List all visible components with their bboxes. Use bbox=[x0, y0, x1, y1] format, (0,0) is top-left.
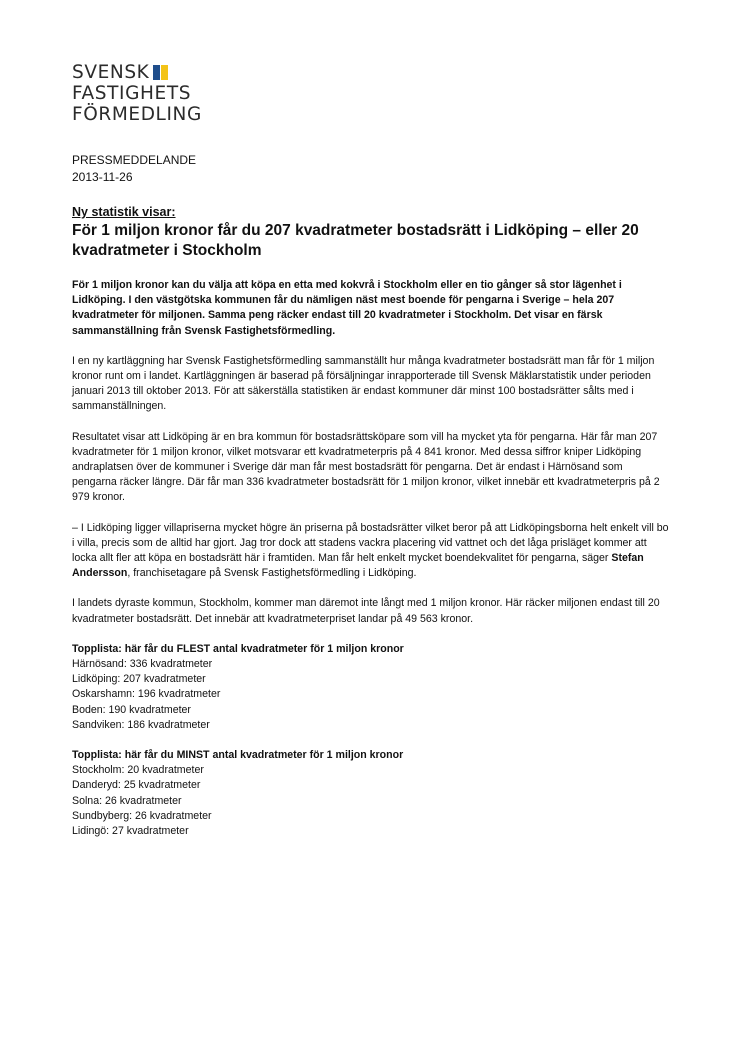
top-list-least-title: Topplista: här får du MINST antal kvadratmeter för 1 miljon kronor bbox=[72, 749, 404, 762]
headline-block bbox=[72, 204, 682, 261]
list-item: Oskarshamn: 196 kvadratmeter bbox=[72, 688, 221, 701]
company-logo bbox=[72, 62, 202, 125]
paragraph-3 bbox=[72, 521, 670, 582]
quote-attribution: , franchisetagare på Svensk Fastighetsförmedling i Lidköping. bbox=[127, 567, 417, 580]
list-item: Boden: 190 kvadratmeter bbox=[72, 703, 191, 716]
list-item: Sandviken: 186 kvadratmeter bbox=[72, 718, 210, 731]
kicker: Ny statistik visar: bbox=[72, 205, 176, 219]
list-item: Härnösand: 336 kvadratmeter bbox=[72, 658, 213, 671]
top-list-most-title: Topplista: här får du FLEST antal kvadratmeter för 1 miljon kronor bbox=[72, 642, 404, 655]
list-item: Stockholm: 20 kvadratmeter bbox=[72, 764, 204, 777]
list-item: Sundbyberg: 26 kvadratmeter bbox=[72, 809, 212, 822]
quote-text: – I Lidköping ligger villapriserna mycket högre än priserna på bostadsrätter vilket beror på att Lidköpingsborna helt enkelt vill bo i villa, precis som de alltid har gjort. Jag tror dock att stadens vackra placering vid vattnet och det låga prisläget kommer att locka allt fler att köpa en bostadsrätt här i framtiden. Man får helt enkelt mycket boendekvalitet för pengarna, säger bbox=[72, 521, 669, 565]
list-item: Lidingö: 27 kvadratmeter bbox=[72, 825, 189, 838]
swedish-flag-icon bbox=[153, 65, 169, 80]
release-type: PRESSMEDDELANDE bbox=[72, 153, 197, 167]
top-list-most bbox=[72, 642, 670, 733]
paragraph-4: I landets dyraste kommun, Stockholm, kommer man däremot inte långt med 1 miljon kronor. Här räcker miljonen endast till 20 kvadratmeter bostadsrätt. Det innebär att kvadratmeterpriset landar på 49 563 kronor. bbox=[72, 597, 660, 625]
list-item: Solna: 26 kvadratmeter bbox=[72, 794, 182, 807]
list-item: Danderyd: 25 kvadratmeter bbox=[72, 779, 201, 792]
release-date: 2013-11-26 bbox=[72, 170, 133, 184]
lead-paragraph: För 1 miljon kronor kan du välja att köpa en etta med kokvrå i Stockholm eller en tio gånger så stor lägenhet i Lidköping. I den västgötska kommunen får du nämligen näst mest boende för pengarna i Sverige – hela 207 kvadratmeter för miljonen. Samma peng räcker endast till 20 kvadratmeter i Stockholm. Det visar en färsk sammanställning från Svensk Fastighetsförmedling. bbox=[72, 279, 622, 337]
list-item: Lidköping: 207 kvadratmeter bbox=[72, 673, 206, 686]
logo-line-3: FÖRMEDLING bbox=[72, 104, 202, 125]
top-list-least bbox=[72, 748, 670, 839]
quote-speaker: Stefan Andersson bbox=[72, 552, 644, 580]
release-meta bbox=[72, 152, 196, 186]
logo-line-1: SVENSK bbox=[72, 62, 202, 83]
article-body bbox=[72, 278, 670, 854]
paragraph-2: Resultatet visar att Lidköping är en bra kommun för bostadsrättsköpare som vill ha mycket yta för pengarna. Här får man 207 kvadratmeter för 1 miljon kronor, vilket motsvarar ett kvadratmeterpris på 4 841 kronor. Med dessa siffror kniper Lidköping andraplatsen över de kommuner i Sverige där man får mest bostadsrätt för pengarna. Det är endast i Härnösand som pengarna räcker längre. Där får man 336 kvadratmeter bostadsrätt för 1 miljon kronor, vilket innebär ett kvadratmeterpris på 2 979 kronor. bbox=[72, 430, 660, 504]
logo-line-2: FASTIGHETS bbox=[72, 83, 192, 104]
paragraph-1: I en ny kartläggning har Svensk Fastighetsförmedling sammanställt hur många kvadratmeter bostadsrätt man får för 1 miljon kronor runt om i landet. Kartläggningen är baserad på försäljningar inrapporterade till Svensk Mäklarstatistik under perioden januari 2013 till oktober 2013. För att säkerställa statistiken är endast kommuner där minst 100 bostadsrätter sålts med i sammanställningen. bbox=[72, 354, 655, 413]
headline: För 1 miljon kronor får du 207 kvadratmeter bostadsrätt i Lidköping – eller 20 kvadratmeter i Stockholm bbox=[72, 222, 639, 259]
